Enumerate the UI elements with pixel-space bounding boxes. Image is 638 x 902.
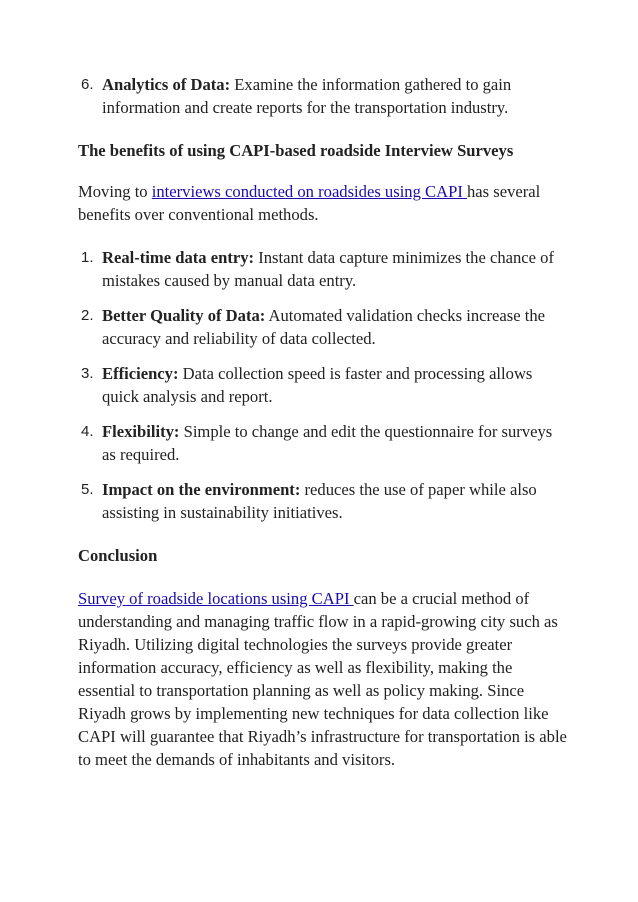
capi-survey-link[interactable]: Survey of roadside locations using CAPI <box>78 589 354 608</box>
list-item <box>78 478 568 524</box>
list-text: Automated validation checks increase the accuracy and reliability of data collected. <box>102 306 545 348</box>
list-item <box>78 304 568 350</box>
list-term: Better Quality of Data: <box>102 306 266 325</box>
list-text: Simple to change and edit the questionnaire for surveys as required. <box>102 422 553 464</box>
list-number: 2. <box>81 307 94 324</box>
list-term: Efficiency: <box>102 364 179 383</box>
list-number: 4. <box>81 423 94 440</box>
list-text: Examine the information gathered to gain information and create reports for the transportation industry. <box>102 75 512 117</box>
list-item <box>78 246 568 292</box>
list-number: 3. <box>81 365 94 382</box>
capi-interviews-link[interactable]: interviews conducted on roadsides using CAPI <box>151 182 467 201</box>
list-text: Data collection speed is faster and processing allows quick analysis and report. <box>102 364 533 406</box>
list-term: Real-time data entry: <box>102 248 255 267</box>
conclusion-paragraph <box>78 587 568 771</box>
list-number: 1. <box>81 249 94 266</box>
benefits-list <box>78 246 568 524</box>
list-item <box>78 420 568 466</box>
list-term: Impact on the environment: <box>102 480 301 499</box>
list-item <box>78 362 568 408</box>
list-number: 5. <box>81 481 94 498</box>
list-term: Analytics of Data: <box>102 75 231 94</box>
list-term: Flexibility: <box>102 422 180 441</box>
benefits-heading: The benefits of using CAPI-based roadside Interview Surveys <box>78 141 514 160</box>
list-text: Instant data capture minimizes the chance of mistakes caused by manual data entry. <box>102 248 555 290</box>
intro-paragraph <box>78 180 568 226</box>
conclusion-heading: Conclusion <box>78 546 158 565</box>
conclusion-text: can be a crucial method of understanding and managing traffic flow in a rapid-growing city such as Riyadh. Utilizing digital technologies the surveys provide greater information accuracy, efficiency as well as flexibility, making the essential to transportation planning as well as policy making. Since Riyadh grows by implementing new techniques for data collection like CAPI will guarantee that Riyadh’s infrastructure for transportation is able to meet the demands of inhabitants and visitors. <box>78 589 567 769</box>
intro-after: has several benefits over conventional methods. <box>78 182 541 224</box>
list-number: 6. <box>81 76 94 93</box>
list-item <box>78 73 568 119</box>
analytics-list <box>78 73 568 119</box>
intro-before: Moving to <box>78 182 152 201</box>
list-text: reduces the use of paper while also assisting in sustainability initiatives. <box>102 480 537 522</box>
document-page <box>78 73 568 771</box>
